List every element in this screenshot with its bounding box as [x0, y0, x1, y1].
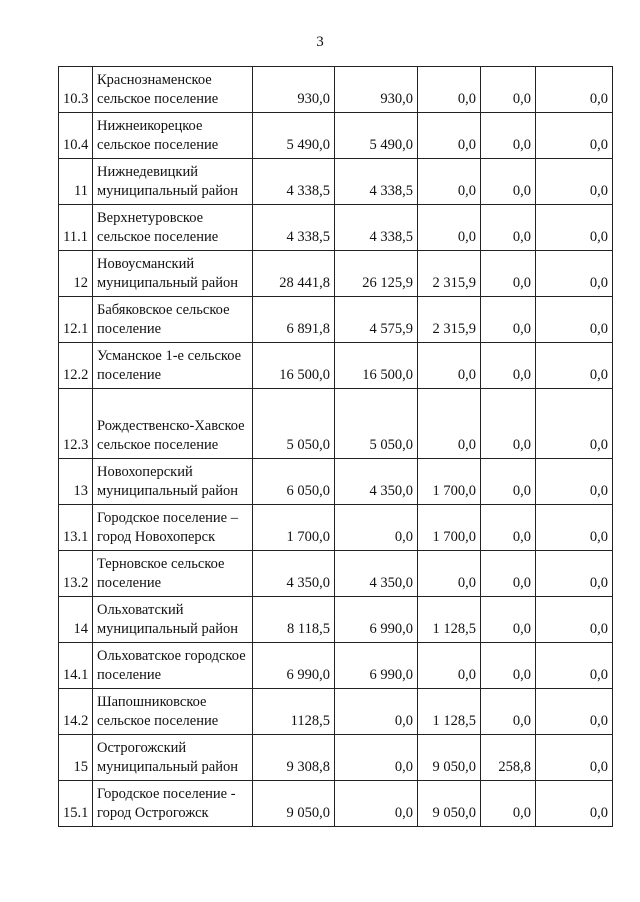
column-2-cell: 2 315,9: [418, 297, 481, 343]
column-3-cell: 0,0: [481, 597, 536, 643]
column-1-cell: 0,0: [335, 689, 418, 735]
column-1-cell: 4 575,9: [335, 297, 418, 343]
row-name-cell: Ольховатское городское поселение: [93, 643, 253, 689]
column-1-cell: 26 125,9: [335, 251, 418, 297]
column-2-cell: 1 700,0: [418, 505, 481, 551]
column-3-cell: 0,0: [481, 113, 536, 159]
row-index-cell: 10.3: [59, 67, 93, 113]
column-1-cell: 4 350,0: [335, 459, 418, 505]
row-index-cell: 15: [59, 735, 93, 781]
total-cell: 28 441,8: [253, 251, 335, 297]
row-index-cell: 12.1: [59, 297, 93, 343]
row-index-cell: 11: [59, 159, 93, 205]
column-3-cell: 258,8: [481, 735, 536, 781]
column-4-cell: 0,0: [536, 459, 613, 505]
column-1-cell: 4 350,0: [335, 551, 418, 597]
row-index-cell: 13.2: [59, 551, 93, 597]
row-name-cell: Ольховатский муниципальный район: [93, 597, 253, 643]
column-3-cell: 0,0: [481, 781, 536, 827]
column-4-cell: 0,0: [536, 297, 613, 343]
column-1-cell: 16 500,0: [335, 343, 418, 389]
table-row: [59, 205, 613, 251]
column-1-cell: 5 490,0: [335, 113, 418, 159]
column-2-cell: 9 050,0: [418, 781, 481, 827]
table-row: [59, 113, 613, 159]
column-1-cell: 6 990,0: [335, 597, 418, 643]
column-3-cell: 0,0: [481, 389, 536, 459]
column-2-cell: 0,0: [418, 205, 481, 251]
column-1-cell: 4 338,5: [335, 159, 418, 205]
column-3-cell: 0,0: [481, 643, 536, 689]
column-4-cell: 0,0: [536, 343, 613, 389]
row-name-cell: Новоусманский муниципальный район: [93, 251, 253, 297]
column-4-cell: 0,0: [536, 505, 613, 551]
column-3-cell: 0,0: [481, 205, 536, 251]
row-name-cell: Рождественско-Хавское сельское поселение: [93, 389, 253, 459]
column-3-cell: 0,0: [481, 251, 536, 297]
column-4-cell: 0,0: [536, 113, 613, 159]
table-row: [59, 689, 613, 735]
table-row: [59, 159, 613, 205]
column-1-cell: 5 050,0: [335, 389, 418, 459]
total-cell: 930,0: [253, 67, 335, 113]
total-cell: 1 700,0: [253, 505, 335, 551]
column-2-cell: 0,0: [418, 67, 481, 113]
column-4-cell: 0,0: [536, 251, 613, 297]
table-row: [59, 343, 613, 389]
table-row: [59, 735, 613, 781]
table-row: [59, 459, 613, 505]
row-name-cell: Бабяковское сельское поселение: [93, 297, 253, 343]
column-4-cell: 0,0: [536, 67, 613, 113]
total-cell: 16 500,0: [253, 343, 335, 389]
row-name-cell: Нижнеикорецкое сельское поселение: [93, 113, 253, 159]
table-body: [59, 67, 613, 827]
column-3-cell: 0,0: [481, 551, 536, 597]
total-cell: 6 050,0: [253, 459, 335, 505]
column-3-cell: 0,0: [481, 297, 536, 343]
total-cell: 6 990,0: [253, 643, 335, 689]
total-cell: 4 338,5: [253, 205, 335, 251]
row-name-cell: Новохоперский муниципальный район: [93, 459, 253, 505]
column-1-cell: 6 990,0: [335, 643, 418, 689]
column-1-cell: 930,0: [335, 67, 418, 113]
page-number: 3: [316, 34, 324, 50]
row-index-cell: 12.3: [59, 389, 93, 459]
row-index-cell: 11.1: [59, 205, 93, 251]
column-4-cell: 0,0: [536, 551, 613, 597]
row-index-cell: 12: [59, 251, 93, 297]
column-2-cell: 0,0: [418, 113, 481, 159]
total-cell: 9 308,8: [253, 735, 335, 781]
column-4-cell: 0,0: [536, 389, 613, 459]
column-1-cell: 0,0: [335, 505, 418, 551]
row-index-cell: 14.1: [59, 643, 93, 689]
row-name-cell: Городское поселение – город Новохоперск: [93, 505, 253, 551]
column-4-cell: 0,0: [536, 643, 613, 689]
row-name-cell: Шапошниковское сельское поселение: [93, 689, 253, 735]
column-4-cell: 0,0: [536, 205, 613, 251]
total-cell: 4 338,5: [253, 159, 335, 205]
table-row: [59, 389, 613, 459]
row-name-cell: Острогожский муниципальный район: [93, 735, 253, 781]
total-cell: 4 350,0: [253, 551, 335, 597]
column-2-cell: 0,0: [418, 159, 481, 205]
total-cell: 5 490,0: [253, 113, 335, 159]
row-name-cell: Верхнетуровское сельское поселение: [93, 205, 253, 251]
row-index-cell: 13: [59, 459, 93, 505]
row-index-cell: 14.2: [59, 689, 93, 735]
column-3-cell: 0,0: [481, 343, 536, 389]
column-2-cell: 0,0: [418, 551, 481, 597]
budget-table: [58, 66, 613, 827]
total-cell: 8 118,5: [253, 597, 335, 643]
column-3-cell: 0,0: [481, 159, 536, 205]
row-index-cell: 12.2: [59, 343, 93, 389]
column-1-cell: 0,0: [335, 735, 418, 781]
column-4-cell: 0,0: [536, 159, 613, 205]
column-2-cell: 1 700,0: [418, 459, 481, 505]
column-2-cell: 0,0: [418, 343, 481, 389]
table-row: [59, 551, 613, 597]
row-index-cell: 10.4: [59, 113, 93, 159]
column-3-cell: 0,0: [481, 505, 536, 551]
row-name-cell: Усманское 1-е сельское поселение: [93, 343, 253, 389]
row-name-cell: Краснознаменское сельское поселение: [93, 67, 253, 113]
row-index-cell: 15.1: [59, 781, 93, 827]
table-row: [59, 251, 613, 297]
column-2-cell: 1 128,5: [418, 689, 481, 735]
row-name-cell: Городское поселение - город Острогожск: [93, 781, 253, 827]
total-cell: 9 050,0: [253, 781, 335, 827]
row-index-cell: 14: [59, 597, 93, 643]
column-4-cell: 0,0: [536, 597, 613, 643]
table-row: [59, 643, 613, 689]
row-index-cell: 13.1: [59, 505, 93, 551]
column-3-cell: 0,0: [481, 459, 536, 505]
column-4-cell: 0,0: [536, 735, 613, 781]
column-1-cell: 0,0: [335, 781, 418, 827]
total-cell: 6 891,8: [253, 297, 335, 343]
column-4-cell: 0,0: [536, 689, 613, 735]
table-row: [59, 67, 613, 113]
column-2-cell: 0,0: [418, 389, 481, 459]
column-2-cell: 1 128,5: [418, 597, 481, 643]
column-1-cell: 4 338,5: [335, 205, 418, 251]
total-cell: 1128,5: [253, 689, 335, 735]
column-2-cell: 2 315,9: [418, 251, 481, 297]
table-row: [59, 781, 613, 827]
column-3-cell: 0,0: [481, 689, 536, 735]
table-row: [59, 597, 613, 643]
row-name-cell: Терновское сельское поселение: [93, 551, 253, 597]
total-cell: 5 050,0: [253, 389, 335, 459]
row-name-cell: Нижнедевицкий муниципальный район: [93, 159, 253, 205]
column-2-cell: 0,0: [418, 643, 481, 689]
column-4-cell: 0,0: [536, 781, 613, 827]
column-3-cell: 0,0: [481, 67, 536, 113]
table-row: [59, 505, 613, 551]
table-row: [59, 297, 613, 343]
column-2-cell: 9 050,0: [418, 735, 481, 781]
